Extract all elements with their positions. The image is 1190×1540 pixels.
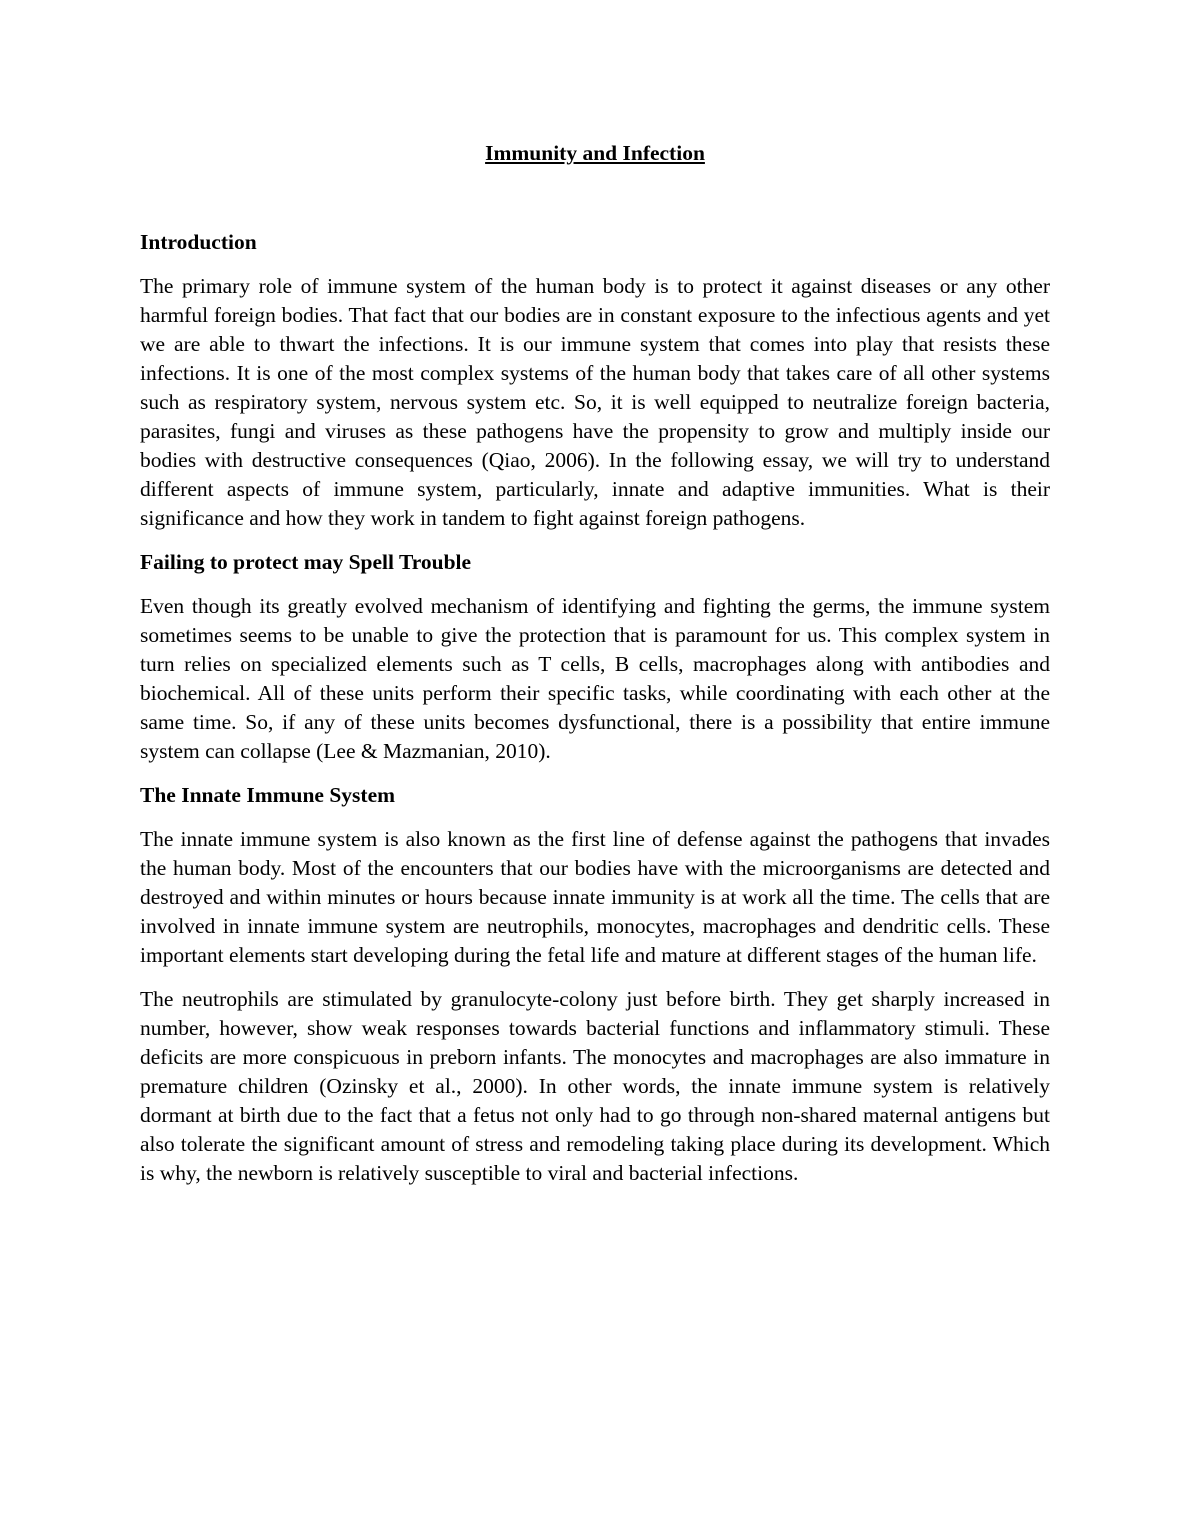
section-innate-immune-system: [140, 781, 1050, 1188]
document-body: [140, 228, 1050, 1203]
section-failing-to-protect: [140, 548, 1050, 766]
failing-to-protect-paragraph: Even though its greatly evolved mechanism of identifying and fighting the germs, the immune system sometimes seems to be unable to give the protection that is paramount for us. This complex system in turn relies on specialized elements such as T cells, B cells, macrophages along with antibodies and biochemical. All of these units perform their specific tasks, while coordinating with each other at the same time. So, if any of these units becomes dysfunctional, there is a possibility that entire immune system can collapse (Lee & Mazmanian, 2010).: [140, 594, 1050, 763]
section-heading-innate-immune-system: The Innate Immune System: [140, 783, 396, 807]
introduction-paragraph: The primary role of immune system of the human body is to protect it against diseases or any other harmful foreign bodies. That fact that our bodies are in constant exposure to the infectious agents and yet we are able to thwart the infections. It is our immune system that comes into play that resists these infections. It is one of the most complex systems of the human body that takes care of all other systems such as respiratory system, nervous system etc. So, it is well equipped to neutralize foreign bacteria, parasites, fungi and viruses as these pathogens have the propensity to grow and multiply inside our bodies with destructive consequences (Qiao, 2006). In the following essay, we will try to understand different aspects of immune system, particularly, innate and adaptive immunities. What is their significance and how they work in tandem to fight against foreign pathogens.: [140, 274, 1050, 530]
innate-immune-paragraph-1: The innate immune system is also known as the first line of defense against the pathogens that invades the human body. Most of the encounters that our bodies have with the microorganisms are detected and destroyed and within minutes or hours because innate immunity is at work all the time. The cells that are involved in innate immune system are neutrophils, monocytes, macrophages and dendritic cells. These important elements start developing during the fetal life and mature at different stages of the human life.: [140, 827, 1050, 967]
section-heading-introduction: Introduction: [140, 230, 257, 254]
section-heading-failing-to-protect: Failing to protect may Spell Trouble: [140, 550, 472, 574]
document-title: Immunity and Infection: [485, 141, 705, 165]
innate-immune-paragraph-2: The neutrophils are stimulated by granulocyte-colony just before birth. They get sharply increased in number, however, show weak responses towards bacterial functions and inflammatory stimuli. These deficits are more conspicuous in preborn infants. The monocytes and macrophages are also immature in premature children (Ozinsky et al., 2000). In other words, the innate immune system is relatively dormant at birth due to the fact that a fetus not only had to go through non-shared maternal antigens but also tolerate the significant amount of stress and remodeling taking place during its development. Which is why, the newborn is relatively susceptible to viral and bacterial infections.: [140, 987, 1050, 1185]
section-introduction: [140, 228, 1050, 533]
